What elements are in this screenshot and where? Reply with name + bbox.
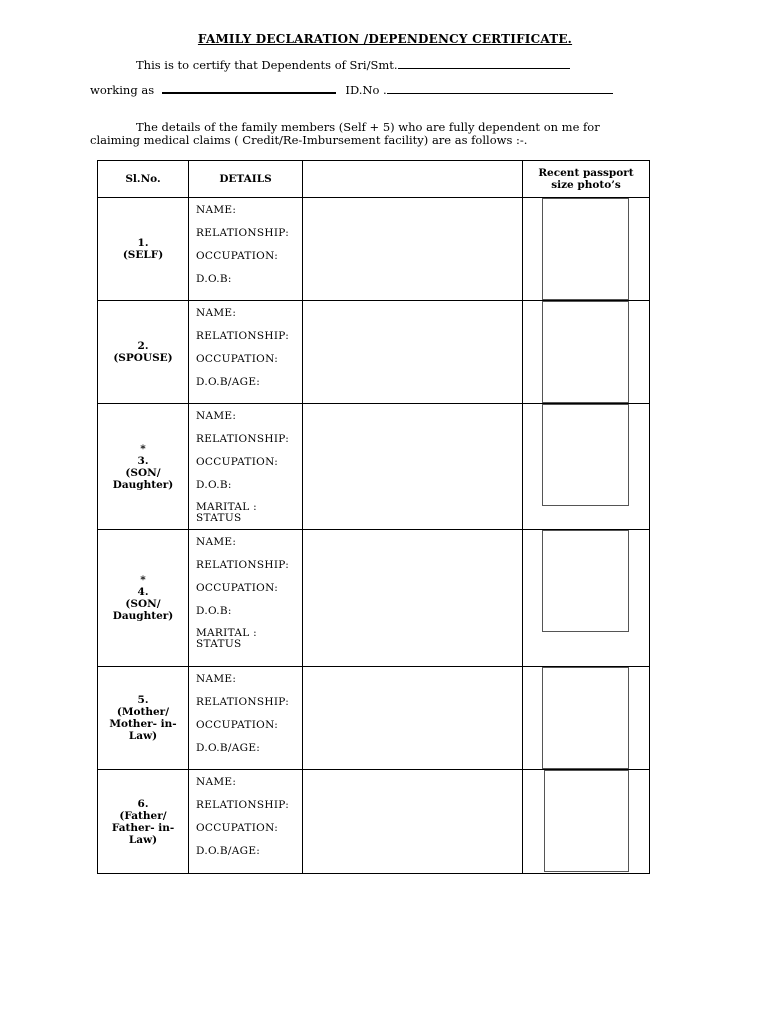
table-row bbox=[98, 770, 650, 874]
field-occupation-label: OCCUPATION: bbox=[196, 719, 279, 731]
intro-line-1: The details of the family members (Self + 5) who are fully dependent on me for bbox=[136, 120, 600, 134]
details-cell bbox=[189, 198, 303, 301]
table-row bbox=[98, 301, 650, 404]
table-row bbox=[98, 667, 650, 770]
table-row bbox=[98, 530, 650, 667]
row-number: 1. bbox=[137, 237, 149, 249]
field-occupation-label: OCCUPATION: bbox=[196, 456, 279, 468]
row-number: 2. bbox=[137, 340, 149, 352]
row-relation: (SELF) bbox=[122, 249, 164, 261]
details-cell bbox=[189, 530, 303, 667]
row-label-father bbox=[98, 770, 189, 874]
photo-box[interactable] bbox=[542, 530, 629, 632]
value-cell[interactable] bbox=[303, 530, 523, 667]
row-label-self bbox=[98, 198, 189, 301]
field-dob-age-label: D.O.B/AGE: bbox=[196, 376, 261, 388]
marital-line2: STATUS bbox=[196, 638, 242, 650]
certify-prefix: This is to certify that Dependents of Sri/Smt. bbox=[136, 58, 398, 72]
asterisk-marker: * bbox=[140, 574, 146, 586]
details-cell bbox=[189, 667, 303, 770]
photo-cell bbox=[523, 404, 650, 530]
field-relationship-label: RELATIONSHIP: bbox=[196, 433, 290, 445]
photo-box[interactable] bbox=[542, 301, 629, 403]
photo-cell bbox=[523, 667, 650, 770]
field-dob-label: D.O.B: bbox=[196, 273, 232, 285]
field-marital-status-label bbox=[196, 628, 302, 650]
row-number: 5. bbox=[137, 694, 149, 706]
row-label-mother bbox=[98, 667, 189, 770]
field-dob-age-label: D.O.B/AGE: bbox=[196, 845, 261, 857]
field-dob-label: D.O.B: bbox=[196, 479, 232, 491]
asterisk-marker: * bbox=[140, 442, 146, 455]
row-number: 3. bbox=[137, 454, 149, 467]
header-photo bbox=[523, 161, 650, 198]
value-cell[interactable] bbox=[303, 667, 523, 770]
field-marital-status-label bbox=[196, 502, 302, 524]
row-relation: (Father/ bbox=[119, 809, 167, 822]
row-relation-cont: Daughter) bbox=[112, 610, 174, 622]
field-occupation-label: OCCUPATION: bbox=[196, 250, 279, 262]
marital-line2: STATUS bbox=[196, 512, 242, 524]
field-dob-label: D.O.B: bbox=[196, 605, 232, 617]
intro-line-2: claiming medical claims ( Credit/Re-Imbursement facility) are as follows :-. bbox=[90, 133, 528, 147]
field-relationship-label: RELATIONSHIP: bbox=[196, 227, 290, 239]
photo-cell bbox=[523, 770, 650, 874]
details-cell bbox=[189, 301, 303, 404]
designation-blank[interactable] bbox=[162, 83, 336, 94]
row-label-child-2 bbox=[98, 530, 189, 667]
field-relationship-label: RELATIONSHIP: bbox=[196, 559, 290, 571]
field-name-label: NAME: bbox=[196, 673, 237, 685]
photo-box[interactable] bbox=[542, 198, 629, 300]
value-cell[interactable] bbox=[303, 301, 523, 404]
document-title: FAMILY DECLARATION /DEPENDENCY CERTIFICATE. bbox=[197, 32, 573, 46]
name-blank[interactable] bbox=[398, 59, 570, 69]
working-as-line bbox=[90, 83, 613, 97]
row-relation-cont2: Law) bbox=[128, 833, 158, 846]
field-name-label: NAME: bbox=[196, 204, 237, 216]
row-label-child-1 bbox=[98, 404, 189, 530]
value-cell[interactable] bbox=[303, 404, 523, 530]
header-details: DETAILS bbox=[189, 161, 303, 198]
photo-box[interactable] bbox=[542, 404, 629, 506]
header-slno: Sl.No. bbox=[98, 161, 189, 198]
row-relation: (SON/ bbox=[125, 598, 161, 610]
table-header-row bbox=[98, 161, 650, 198]
intro-paragraph bbox=[90, 121, 690, 147]
row-relation: (Mother/ bbox=[116, 706, 170, 718]
row-relation: (SON/ bbox=[125, 466, 161, 479]
row-number: 4. bbox=[137, 586, 149, 598]
field-name-label: NAME: bbox=[196, 776, 237, 788]
field-occupation-label: OCCUPATION: bbox=[196, 582, 279, 594]
row-number: 6. bbox=[137, 797, 149, 810]
row-relation: (SPOUSE) bbox=[113, 352, 173, 364]
field-name-label: NAME: bbox=[196, 410, 237, 422]
field-relationship-label: RELATIONSHIP: bbox=[196, 330, 290, 342]
header-blank bbox=[303, 161, 523, 198]
photo-box[interactable] bbox=[544, 770, 629, 872]
header-photo-line2: size photo’s bbox=[551, 179, 621, 191]
photo-box[interactable] bbox=[542, 667, 629, 769]
certify-line bbox=[136, 58, 570, 72]
details-cell bbox=[189, 404, 303, 530]
id-blank[interactable] bbox=[387, 84, 613, 94]
row-relation-cont: Mother- in- bbox=[109, 718, 177, 730]
field-dob-age-label: D.O.B/AGE: bbox=[196, 742, 261, 754]
marital-line1: MARITAL : bbox=[196, 501, 257, 513]
row-relation-cont2: Law) bbox=[128, 730, 158, 742]
table-row bbox=[98, 404, 650, 530]
row-label-spouse bbox=[98, 301, 189, 404]
details-cell bbox=[189, 770, 303, 874]
field-name-label: NAME: bbox=[196, 536, 237, 548]
value-cell[interactable] bbox=[303, 198, 523, 301]
table-row bbox=[98, 198, 650, 301]
photo-cell bbox=[523, 301, 650, 404]
photo-cell bbox=[523, 530, 650, 667]
field-occupation-label: OCCUPATION: bbox=[196, 822, 279, 834]
header-photo-line1: Recent passport bbox=[538, 167, 634, 179]
marital-line1: MARITAL : bbox=[196, 627, 257, 639]
row-relation-cont: Father- in- bbox=[111, 821, 175, 834]
field-relationship-label: RELATIONSHIP: bbox=[196, 799, 290, 811]
photo-cell bbox=[523, 198, 650, 301]
field-name-label: NAME: bbox=[196, 307, 237, 319]
id-label: ID.No . bbox=[345, 83, 387, 97]
dependents-table bbox=[97, 160, 650, 874]
field-relationship-label: RELATIONSHIP: bbox=[196, 696, 290, 708]
value-cell[interactable] bbox=[303, 770, 523, 874]
working-as-label: working as bbox=[90, 83, 155, 97]
field-occupation-label: OCCUPATION: bbox=[196, 353, 279, 365]
row-relation-cont: Daughter) bbox=[112, 478, 174, 491]
